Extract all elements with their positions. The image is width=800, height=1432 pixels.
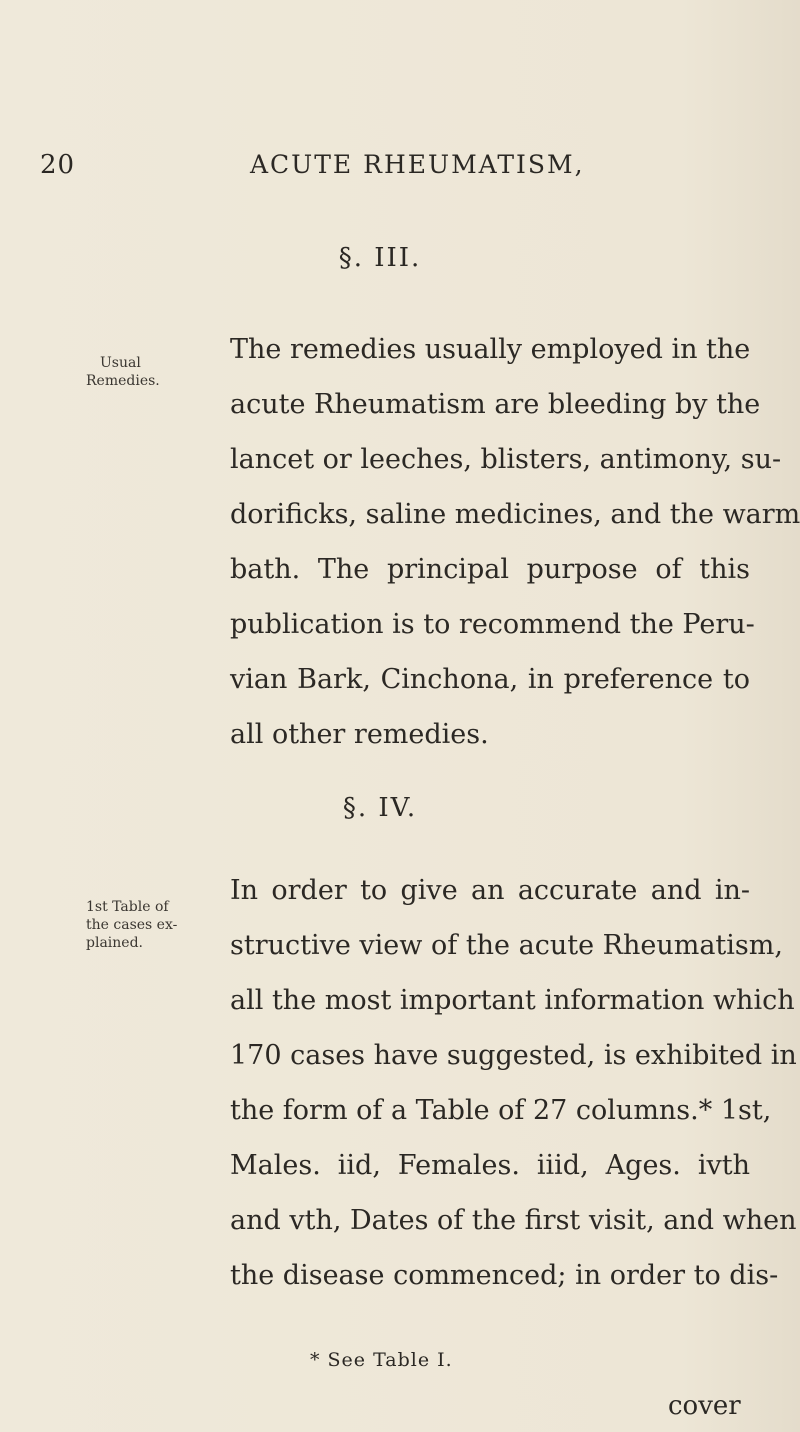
text-line: publication is to recommend the Peru- — [230, 609, 755, 640]
text-line: all the most important information which — [230, 985, 795, 1016]
section-heading-iii: §. III. — [338, 243, 422, 273]
paragraph-section-iv — [230, 863, 797, 1303]
page-number: 20 — [40, 150, 76, 180]
margin-note-line: Usual — [100, 355, 141, 371]
margin-note-line: 1st Table of — [86, 899, 169, 915]
text-line: vian Bark, Cinchona, in preference to — [230, 664, 750, 695]
text-line: structive view of the acute Rheumatism, — [230, 930, 783, 961]
text-line: dorificks, saline medicines, and the warm — [230, 499, 800, 530]
text-line: bath. The principal purpose of this — [230, 554, 750, 585]
text-line: and vth, Dates of the first visit, and when — [230, 1205, 797, 1236]
text-line: the form of a Table of 27 columns.* 1st, — [230, 1095, 772, 1126]
text-line: Males. iid, Females. iiid, Ages. ivth — [230, 1150, 750, 1181]
text-line: all other remedies. — [230, 719, 489, 750]
footnote: * See Table I. — [310, 1349, 453, 1371]
text-line: lancet or leeches, blisters, antimony, su- — [230, 444, 782, 475]
margin-note-line: Remedies. — [86, 373, 160, 389]
running-title: ACUTE RHEUMATISM, — [250, 150, 585, 179]
text-line: In order to give an accurate and in- — [230, 875, 750, 906]
text-line: the disease commenced; in order to dis- — [230, 1260, 779, 1291]
margin-note-table-explained — [86, 898, 177, 952]
text-line: 170 cases have suggested, is exhibited in — [230, 1040, 797, 1071]
text-line: acute Rheumatism are bleeding by the — [230, 389, 761, 420]
text-line: The remedies usually employed in the — [230, 334, 751, 365]
section-heading-iv: §. IV. — [342, 793, 418, 823]
margin-note-usual-remedies — [86, 354, 160, 390]
catchword: cover — [668, 1391, 741, 1421]
margin-note-line: the cases ex- — [86, 917, 178, 933]
paragraph-section-iii — [230, 322, 800, 762]
margin-note-line: plained. — [86, 935, 143, 951]
